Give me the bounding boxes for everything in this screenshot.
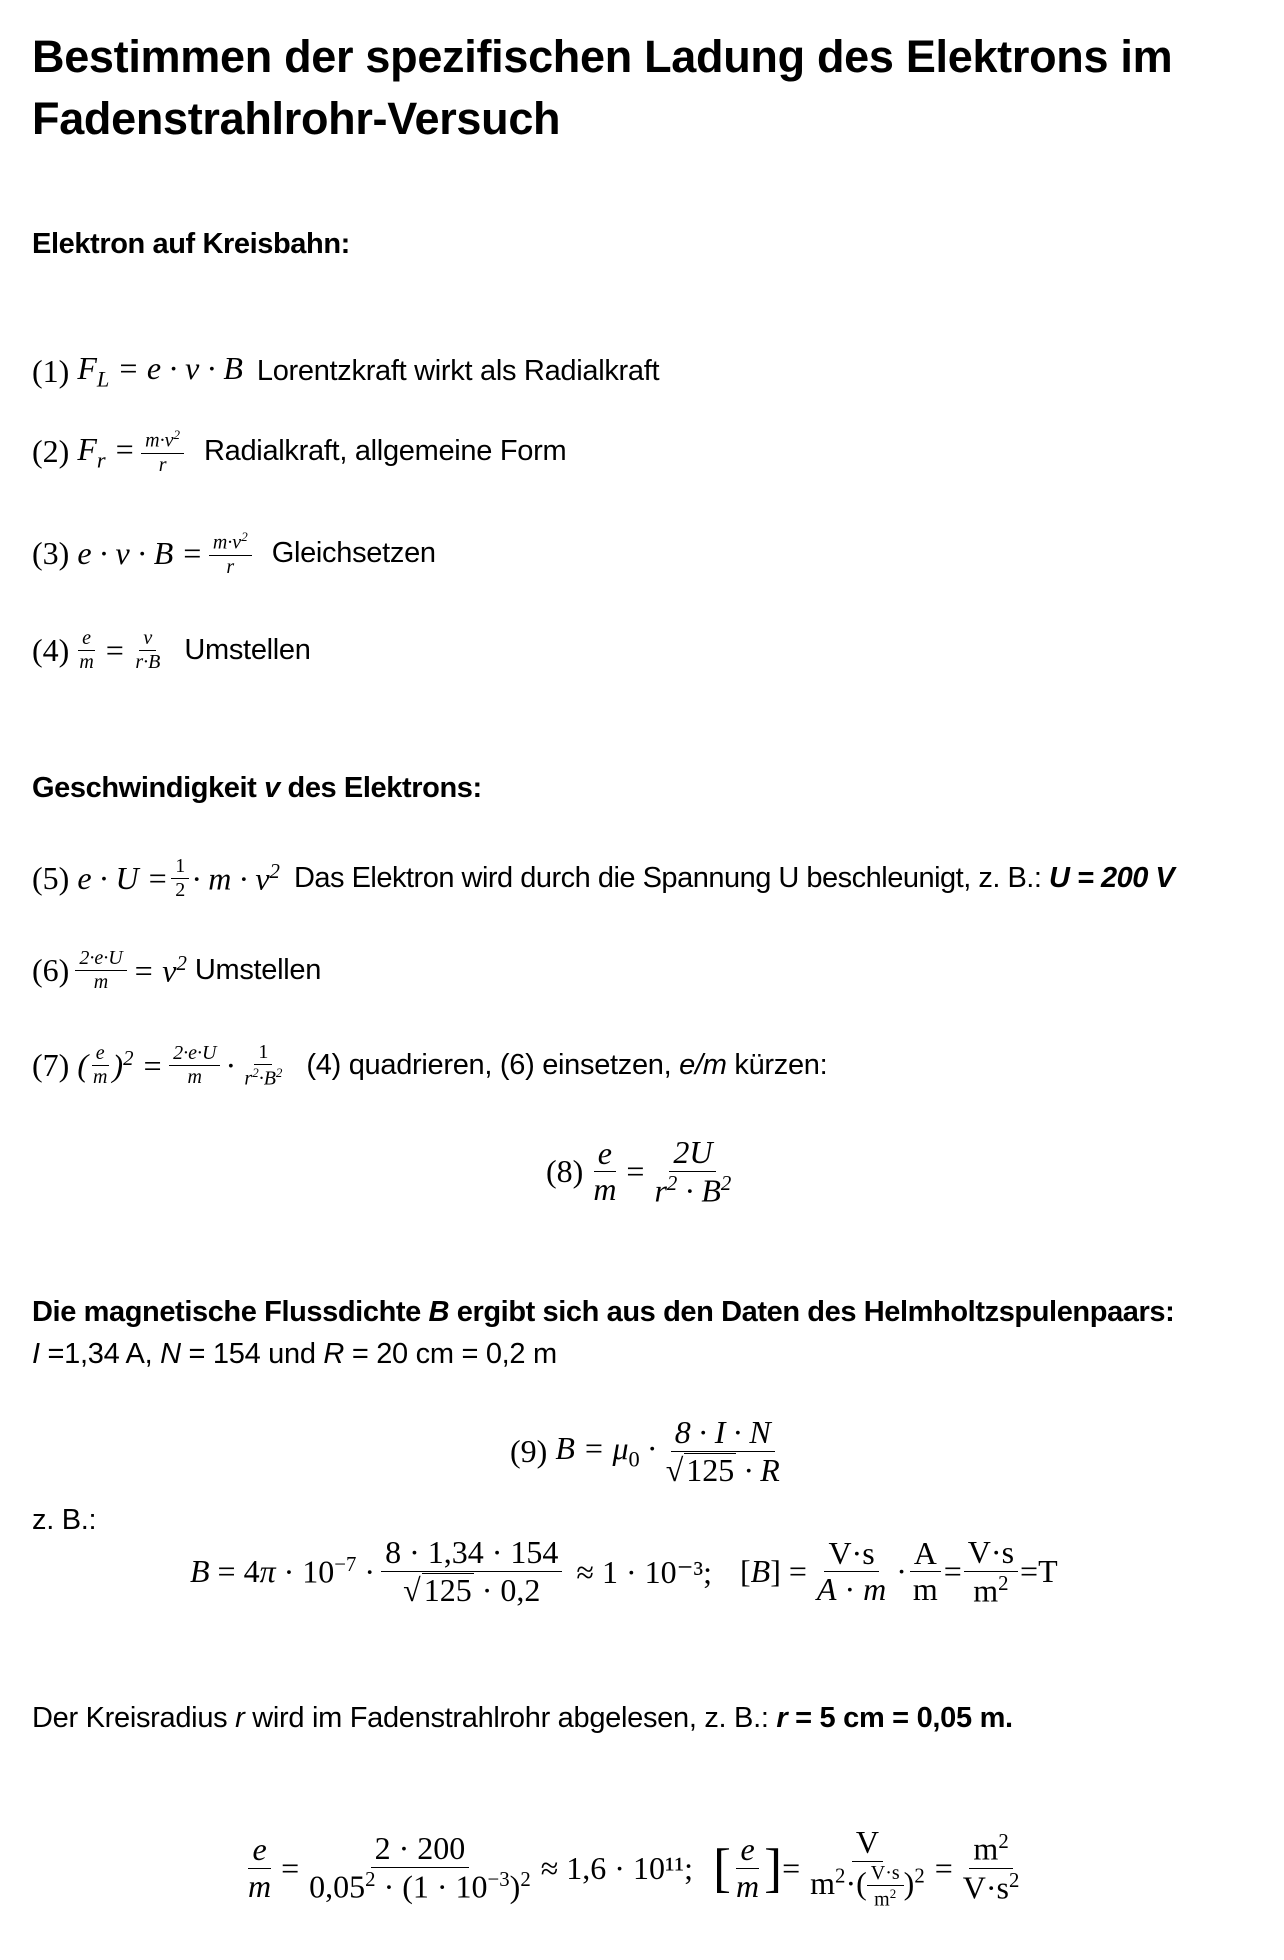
equation-3: (3) e · v · B = $\frac{m\cdot v^2}{r}$ Gleichsetzen — [32, 529, 436, 578]
equation-2: (2) $F_r$ = $\frac{m\cdot v^2}{r}$ Radialkraft, allgemeine Form — [32, 427, 567, 476]
example-label: z. B.: — [32, 1504, 97, 1536]
equation-5: (5) e · U = $\frac{1}{2}$ · $m \cdot v^2$ Das Elektron wird durch die Spannung U beschleunigt, z. B.: U = 200 V — [32, 855, 1175, 901]
page-title-line-2: Fadenstrahlrohr-Versuch — [32, 93, 561, 144]
equation-1-text: Lorentzkraft wirkt als Radialkraft — [256, 354, 660, 387]
equation-3-text: Gleichsetzen — [271, 537, 436, 570]
equation-5-text: Das Elektron wird durch die Spannung U beschleunigt, z. B.: — [293, 862, 1049, 894]
equation-6: (6) $\frac{2\cdot e\cdot U}{m}$ = $v^2$ Umstellen — [32, 947, 322, 993]
radius-sentence: Der Kreisradius r wird im Fadenstrahlrohr abgelesen, z. B.: r = 5 cm = 0,05 m. — [32, 1702, 1013, 1734]
calculation-b: B = 4 π · $10^{-7}$ · $\frac{8 \cdot 1,34 \cdot 154}{√125 \cdot 0,2}$ ≈ 1 · 10⁻³; [ B ] = $\frac{V\cdot s}{A \cdot m}$ · $\frac{A}{m}$ = $\frac{V\cdot s}{m^2}$ =T — [190, 1534, 1058, 1609]
equation-9: (9) $B = \mu_0$ · $\frac{8 \cdot I \cdot N}{√125 \cdot R}$ — [510, 1414, 780, 1488]
section-heading-flussdichte: Die magnetische Flussdichte B ergibt sich aus den Daten des Helmholtzspulenpaars: — [32, 1296, 1175, 1328]
page-title — [32, 26, 1172, 150]
calculation-em-result: ≈ 1,6 · 10¹¹; — [540, 1849, 694, 1886]
calculation-b-unit: =T — [1020, 1553, 1058, 1590]
equation-6-text: Umstellen — [194, 954, 322, 986]
section-heading-kreisbahn: Elektron auf Kreisbahn: — [32, 228, 350, 260]
equation-8: (8) $\frac{e}{m}$ = $\frac{2U}{r^2 \cdot B^2}$ — [546, 1134, 732, 1209]
calculation-em: $\frac{e}{m}$ = $\frac{2 \cdot 200}{0,05^2 \cdot (1 \cdot 10^{-3})^2}$ ≈ 1,6 · 10¹¹; [ $\frac{e}{m}$ ] = V $m^2\cdot$( $\frac{V\cdot s}{m^2}$ )$^2$ = $\frac{m^2}{V\cdot s^2}$ — [248, 1824, 1020, 1911]
section-heading-geschwindigkeit: Geschwindigkeit v des Elektrons: — [32, 772, 482, 804]
equation-2-text: Radialkraft, allgemeine Form — [204, 435, 567, 468]
equation-4-text: Umstellen — [184, 634, 311, 666]
helmholtz-data: I =1,34 A, N = 154 und R = 20 cm = 0,2 m — [32, 1338, 557, 1370]
equation-1: (1) $F_L = e \cdot v \cdot B$ Lorentzkraft wirkt als Radialkraft — [32, 350, 660, 392]
equation-5-example: U = 200 V — [1048, 862, 1175, 894]
equation-7: (7) ( $\frac{e}{m}$ )$^2$ = $\frac{2\cdot e\cdot U}{m}$ · $\frac{1}{r^2\cdot B^2}$ (4) quadrieren, (6) einsetzen, e/m kürzen: — [32, 1041, 828, 1090]
calculation-b-result: ≈ 1 · 10⁻³; — [576, 1553, 712, 1590]
page-title-line-1: Bestimmen der spezifischen Ladung des Elektrons im — [32, 31, 1173, 82]
equation-4: (4) $\frac{e}{m}$ = $\frac{v}{r\cdot B}$ Umstellen — [32, 627, 311, 673]
